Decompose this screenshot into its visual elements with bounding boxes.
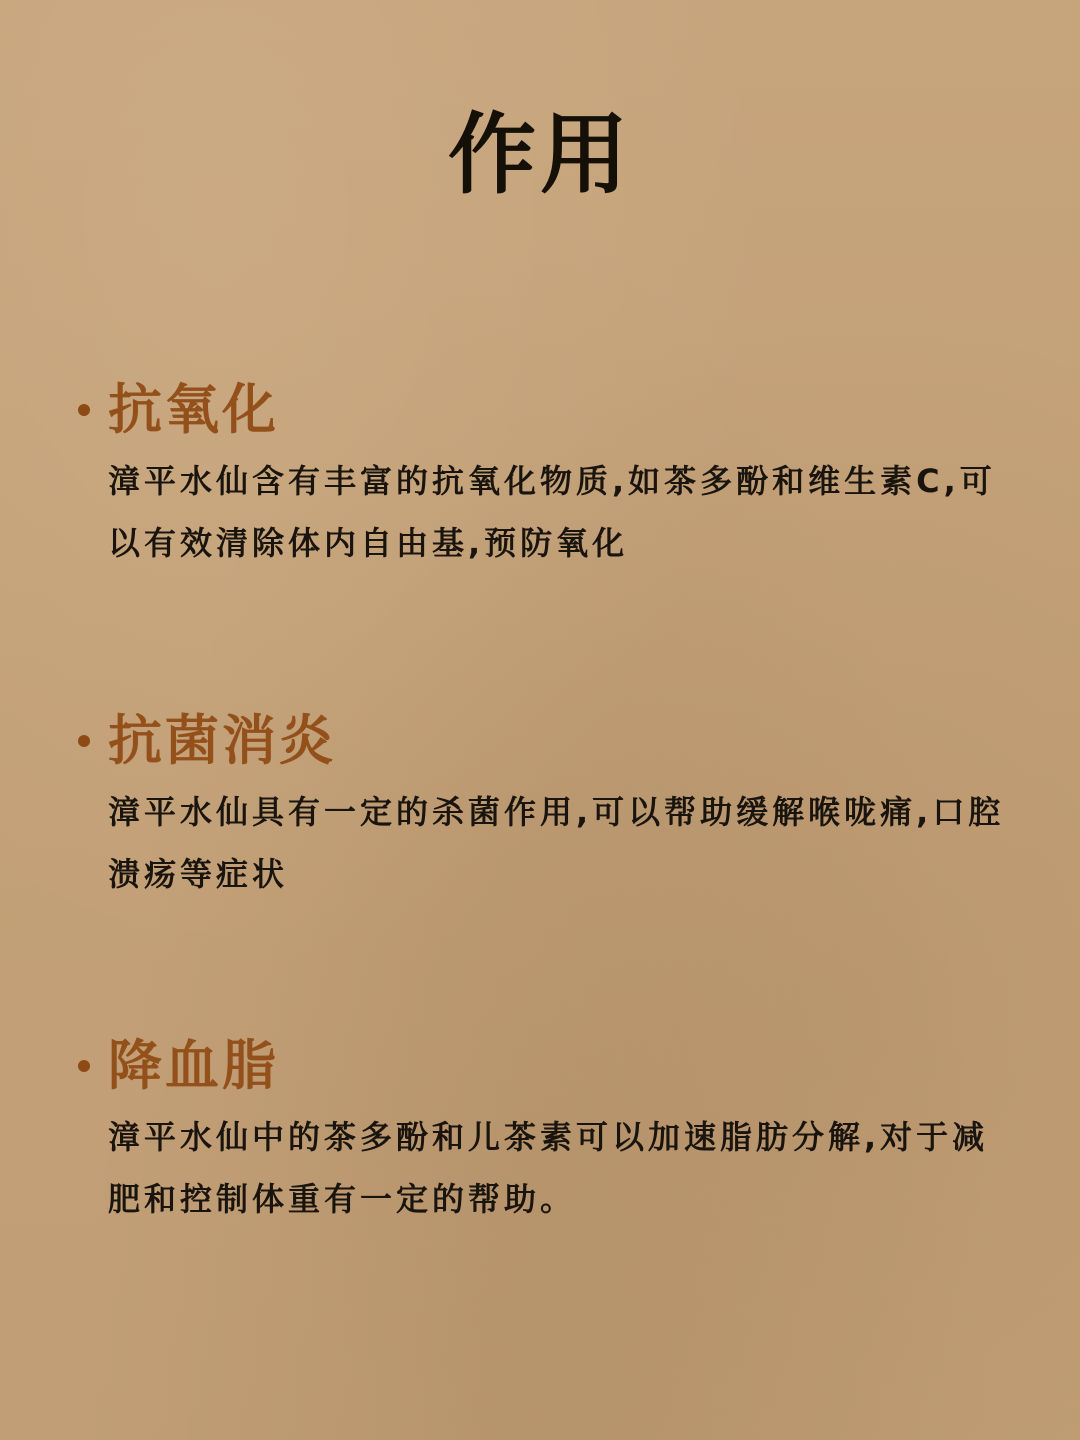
- section-heading: 降血脂: [108, 1034, 279, 1097]
- section-heading-row: [70, 1030, 1020, 1102]
- section-heading: 抗菌消炎: [108, 709, 336, 772]
- page-title: 作用: [447, 103, 632, 206]
- section-body: 漳平水仙含有丰富的抗氧化物质,如茶多酚和维生素C,可以有效清除体内自由基,预防氧化: [108, 462, 996, 562]
- section-antibacterial: [70, 705, 1020, 905]
- section-heading-row: [70, 705, 1020, 777]
- section-heading-row: [70, 374, 1020, 446]
- section-antioxidant: [70, 374, 1020, 574]
- bullet-dot-icon: [78, 404, 90, 416]
- section-body: 漳平水仙具有一定的杀菌作用,可以帮助缓解喉咙痛,口腔溃疡等症状: [108, 793, 1005, 893]
- bullet-dot-icon: [78, 1060, 90, 1072]
- section-body: 漳平水仙中的茶多酚和儿茶素可以加速脂肪分解,对于减肥和控制体重有一定的帮助。: [108, 1118, 989, 1218]
- section-heading: 抗氧化: [108, 378, 279, 441]
- section-lower-blood-lipids: [70, 1030, 1020, 1230]
- bullet-dot-icon: [78, 735, 90, 747]
